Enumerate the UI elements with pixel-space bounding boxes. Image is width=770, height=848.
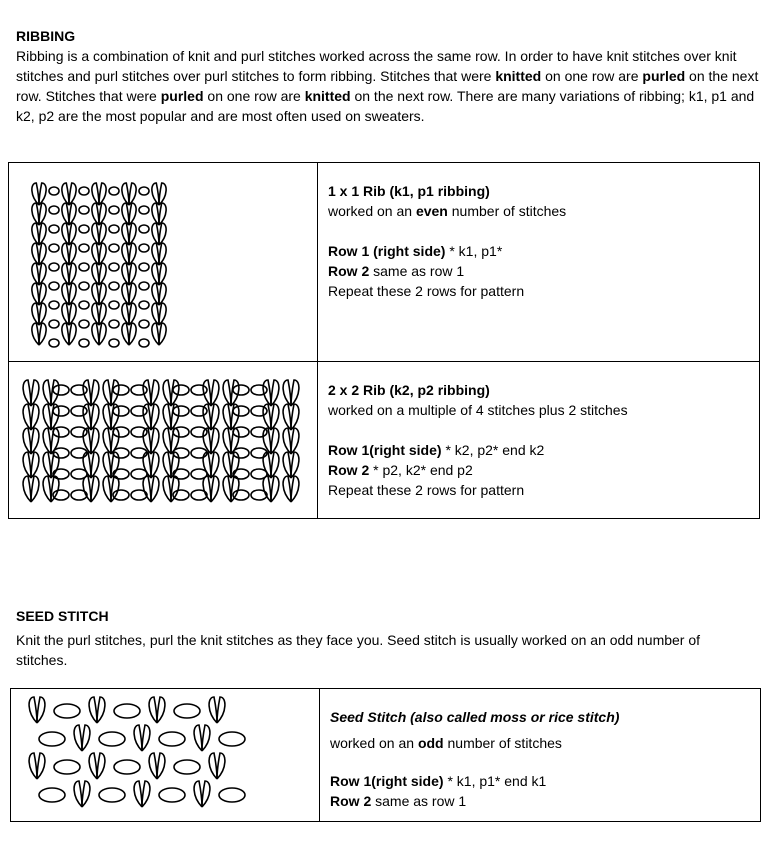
purl-stitch-shape [139, 339, 149, 347]
purl-stitch-shape [109, 339, 119, 347]
knit-stitch-shape [82, 781, 90, 807]
purl-stitch-shape [109, 244, 119, 252]
knit-stitch-shape [291, 380, 299, 406]
rib-2x2-row [9, 362, 760, 519]
rib-1x1-repeat: Repeat these 2 rows for pattern [328, 283, 525, 299]
knit-stitch-shape [62, 223, 69, 245]
knit-stitch-shape [43, 476, 51, 502]
knit-stitch-shape [129, 323, 136, 345]
purl-stitch-shape [219, 732, 245, 746]
knit-stitch-shape [74, 781, 82, 807]
knit-stitch-shape [152, 223, 159, 245]
purl-stitch-shape [251, 490, 267, 500]
knit-stitch-shape [69, 223, 76, 245]
purl-stitch-shape [71, 385, 87, 395]
knit-stitch-shape [209, 697, 217, 723]
seed-row2: Row 2 same as row 1 [330, 793, 467, 809]
knit-stitch-shape [163, 380, 171, 406]
ribbing-heading: RIBBING [16, 28, 76, 44]
knit-stitch-shape [134, 781, 142, 807]
knit-stitch-shape [122, 323, 129, 345]
knit-stitch-shape [99, 263, 106, 285]
purl-stitch-shape [233, 427, 249, 437]
knit-stitch-shape [69, 323, 76, 345]
seed-row [11, 689, 761, 822]
ribbing-intro: Ribbing is a combination of knit and purl stitches worked across the same row. In order to have knit stitches over knit stitches and purl stitches over purl stitches to form ribbing. Stitches that were knitted on one row are purled on the next row. Stitches that were purled on one row are knitted on the next row. There are many variations of ribbing; k1, p1 and k2, p2 are the most popular and are most often used on sweaters. [16, 48, 759, 124]
purl-stitch-shape [71, 490, 87, 500]
purl-stitch-shape [114, 704, 140, 718]
rib-2x2-row1: Row 1(right side) * k2, p2* end k2 [328, 442, 545, 458]
knit-stitch-shape [217, 697, 225, 723]
rib-2x2-illustration [9, 362, 317, 518]
knit-stitch-shape [99, 283, 106, 305]
knit-stitch-shape [122, 223, 129, 245]
purl-stitch-shape [79, 263, 89, 271]
knit-stitch-shape [103, 428, 111, 454]
purl-stitch-shape [191, 469, 207, 479]
knit-stitch-shape [31, 380, 39, 406]
purl-stitch-shape [173, 469, 189, 479]
purl-stitch-shape [173, 406, 189, 416]
knit-stitch-shape [129, 303, 136, 325]
knit-stitch-shape [157, 753, 165, 779]
purl-stitch-shape [39, 732, 65, 746]
purl-stitch-shape [39, 788, 65, 802]
knit-stitch-shape [39, 323, 46, 345]
knit-stitch-shape [159, 183, 166, 205]
knit-stitch-shape [32, 243, 39, 265]
purl-stitch-shape [99, 732, 125, 746]
purl-stitch-shape [79, 225, 89, 233]
purl-stitch-shape [53, 406, 69, 416]
rib-1x1-row2: Row 2 same as row 1 [328, 263, 465, 279]
seed-table [10, 688, 761, 822]
knit-stitch-shape [32, 263, 39, 285]
purl-stitch-shape [131, 385, 147, 395]
knit-stitch-shape [91, 380, 99, 406]
rib-1x1-instructions [318, 163, 760, 362]
purl-stitch-shape [53, 469, 69, 479]
knit-stitch-shape [129, 223, 136, 245]
seed-illustration-cell [11, 689, 320, 822]
knit-stitch-shape [99, 243, 106, 265]
knit-stitch-shape [291, 452, 299, 478]
purl-stitch-shape [251, 469, 267, 479]
seed-illustration [11, 689, 319, 821]
knit-stitch-shape [69, 303, 76, 325]
knit-stitch-shape [62, 243, 69, 265]
knit-stitch-shape [223, 380, 231, 406]
knit-stitch-shape [92, 203, 99, 225]
purl-stitch-shape [251, 406, 267, 416]
knit-stitch-shape [202, 725, 210, 751]
knit-stitch-shape [92, 183, 99, 205]
rib-2x2-title: 2 x 2 Rib (k2, p2 ribbing) [328, 382, 490, 398]
knit-stitch-shape [211, 380, 219, 406]
rib-2x2-instructions [318, 362, 760, 519]
knit-stitch-shape [129, 243, 136, 265]
purl-stitch-shape [131, 427, 147, 437]
rib-2x2-illustration-cell [9, 362, 318, 519]
purl-stitch-shape [113, 385, 129, 395]
knit-stitch-shape [217, 753, 225, 779]
purl-stitch-shape [53, 427, 69, 437]
purl-stitch-shape [191, 490, 207, 500]
knit-stitch-shape [69, 263, 76, 285]
knit-stitch-shape [283, 380, 291, 406]
rib-1x1-row [9, 163, 760, 362]
knit-stitch-shape [39, 243, 46, 265]
purl-stitch-shape [49, 187, 59, 195]
knit-stitch-shape [151, 476, 159, 502]
knit-stitch-shape [103, 380, 111, 406]
knit-stitch-shape [23, 380, 31, 406]
knit-stitch-shape [142, 781, 150, 807]
knit-stitch-shape [32, 203, 39, 225]
knit-stitch-shape [37, 697, 45, 723]
knit-stitch-shape [159, 263, 166, 285]
purl-stitch-shape [49, 320, 59, 328]
knit-stitch-shape [103, 404, 111, 430]
knit-stitch-shape [159, 243, 166, 265]
knit-stitch-shape [23, 404, 31, 430]
knit-stitch-shape [291, 404, 299, 430]
knit-stitch-shape [122, 303, 129, 325]
knit-stitch-shape [23, 428, 31, 454]
purl-stitch-shape [113, 469, 129, 479]
knit-stitch-shape [62, 283, 69, 305]
knit-stitch-shape [163, 428, 171, 454]
knit-stitch-shape [122, 243, 129, 265]
rib-1x1-worked: worked on an even number of stitches [328, 203, 567, 219]
purl-stitch-shape [113, 406, 129, 416]
knit-stitch-shape [92, 283, 99, 305]
purl-stitch-shape [139, 282, 149, 290]
knit-stitch-shape [149, 753, 157, 779]
knit-stitch-shape [39, 283, 46, 305]
knit-stitch-shape [43, 404, 51, 430]
rib-1x1-illustration [9, 163, 317, 361]
knit-stitch-shape [163, 476, 171, 502]
knit-stitch-shape [99, 323, 106, 345]
knit-stitch-shape [202, 781, 210, 807]
knit-stitch-shape [152, 183, 159, 205]
rib-2x2-row2: Row 2 * p2, k2* end p2 [328, 462, 473, 478]
ribbing-table [8, 162, 760, 519]
knit-stitch-shape [39, 303, 46, 325]
purl-stitch-shape [251, 385, 267, 395]
purl-stitch-shape [233, 469, 249, 479]
knit-stitch-shape [129, 283, 136, 305]
knit-stitch-shape [211, 452, 219, 478]
knit-stitch-shape [92, 323, 99, 345]
knit-stitch-shape [151, 380, 159, 406]
knit-stitch-shape [129, 203, 136, 225]
purl-stitch-shape [49, 206, 59, 214]
knit-stitch-shape [149, 697, 157, 723]
knit-stitch-shape [129, 263, 136, 285]
purl-stitch-shape [191, 427, 207, 437]
purl-stitch-shape [49, 282, 59, 290]
purl-stitch-shape [109, 301, 119, 309]
purl-stitch-shape [49, 263, 59, 271]
knit-stitch-shape [122, 183, 129, 205]
knit-stitch-shape [152, 243, 159, 265]
purl-stitch-shape [113, 427, 129, 437]
purl-stitch-shape [173, 427, 189, 437]
knit-stitch-shape [99, 223, 106, 245]
knit-stitch-shape [97, 753, 105, 779]
purl-stitch-shape [131, 469, 147, 479]
purl-stitch-shape [251, 427, 267, 437]
knit-stitch-shape [74, 725, 82, 751]
knit-stitch-shape [31, 428, 39, 454]
purl-stitch-shape [109, 187, 119, 195]
purl-stitch-shape [99, 788, 125, 802]
purl-stitch-shape [139, 320, 149, 328]
purl-stitch-shape [109, 282, 119, 290]
knit-stitch-shape [271, 476, 279, 502]
seed-intro: Knit the purl stitches, purl the knit stitches as they face you. Seed stitch is usually worked on an odd number of stitches. [16, 632, 701, 668]
purl-stitch-shape [219, 788, 245, 802]
purl-stitch-shape [79, 339, 89, 347]
knit-stitch-shape [159, 203, 166, 225]
purl-stitch-shape [131, 490, 147, 500]
knit-stitch-shape [271, 452, 279, 478]
knit-stitch-shape [82, 725, 90, 751]
purl-stitch-shape [139, 206, 149, 214]
knit-stitch-shape [157, 697, 165, 723]
knit-stitch-shape [43, 452, 51, 478]
knit-stitch-shape [91, 476, 99, 502]
knit-stitch-shape [69, 283, 76, 305]
knit-stitch-shape [122, 283, 129, 305]
knit-stitch-shape [223, 452, 231, 478]
knit-stitch-shape [211, 428, 219, 454]
knit-stitch-shape [159, 303, 166, 325]
purl-stitch-shape [49, 244, 59, 252]
knit-stitch-shape [271, 380, 279, 406]
knit-stitch-shape [39, 203, 46, 225]
purl-stitch-shape [233, 385, 249, 395]
knit-stitch-shape [103, 452, 111, 478]
purl-stitch-shape [54, 704, 80, 718]
purl-stitch-shape [79, 320, 89, 328]
knit-stitch-shape [43, 380, 51, 406]
knit-stitch-shape [92, 243, 99, 265]
knit-stitch-shape [91, 452, 99, 478]
knit-stitch-shape [37, 753, 45, 779]
knit-stitch-shape [283, 452, 291, 478]
rib-1x1-illustration-cell [9, 163, 318, 362]
knit-stitch-shape [92, 303, 99, 325]
seed-row1: Row 1(right side) * k1, p1* end k1 [330, 773, 547, 789]
purl-stitch-shape [191, 385, 207, 395]
purl-stitch-shape [79, 244, 89, 252]
knit-stitch-shape [151, 428, 159, 454]
purl-stitch-shape [139, 301, 149, 309]
knit-stitch-shape [223, 428, 231, 454]
purl-stitch-shape [53, 385, 69, 395]
knit-stitch-shape [62, 203, 69, 225]
knit-stitch-shape [69, 203, 76, 225]
knit-stitch-shape [271, 428, 279, 454]
knit-stitch-shape [39, 183, 46, 205]
knit-stitch-shape [152, 283, 159, 305]
knit-stitch-shape [23, 476, 31, 502]
knit-stitch-shape [271, 404, 279, 430]
knit-stitch-shape [62, 183, 69, 205]
knit-stitch-shape [152, 303, 159, 325]
knit-stitch-shape [32, 223, 39, 245]
knit-stitch-shape [89, 753, 97, 779]
knit-stitch-shape [69, 183, 76, 205]
knit-stitch-shape [152, 263, 159, 285]
purl-stitch-shape [173, 385, 189, 395]
knit-stitch-shape [194, 781, 202, 807]
knit-stitch-shape [91, 428, 99, 454]
knit-stitch-shape [122, 263, 129, 285]
knit-stitch-shape [31, 404, 39, 430]
knit-stitch-shape [159, 283, 166, 305]
knit-stitch-shape [62, 323, 69, 345]
purl-stitch-shape [79, 282, 89, 290]
knit-stitch-shape [152, 203, 159, 225]
knit-stitch-shape [223, 404, 231, 430]
knit-stitch-shape [32, 303, 39, 325]
knit-stitch-shape [151, 452, 159, 478]
rib-2x2-repeat: Repeat these 2 rows for pattern [328, 482, 525, 498]
knit-stitch-shape [23, 452, 31, 478]
knit-stitch-shape [209, 753, 217, 779]
knit-stitch-shape [194, 725, 202, 751]
knit-stitch-shape [211, 476, 219, 502]
knit-stitch-shape [283, 476, 291, 502]
knit-stitch-shape [43, 428, 51, 454]
knit-stitch-shape [142, 725, 150, 751]
knit-stitch-shape [91, 404, 99, 430]
purl-stitch-shape [191, 406, 207, 416]
purl-stitch-shape [54, 760, 80, 774]
seed-heading: SEED STITCH [16, 608, 109, 624]
knit-stitch-shape [163, 404, 171, 430]
knit-stitch-shape [62, 303, 69, 325]
purl-stitch-shape [174, 760, 200, 774]
seed-title: Seed Stitch (also called moss or rice stitch) [330, 709, 620, 725]
purl-stitch-shape [139, 244, 149, 252]
seed-worked: worked on an odd number of stitches [330, 735, 562, 751]
purl-stitch-shape [79, 187, 89, 195]
purl-stitch-shape [174, 704, 200, 718]
knit-stitch-shape [39, 263, 46, 285]
purl-stitch-shape [79, 206, 89, 214]
knit-stitch-shape [92, 263, 99, 285]
purl-stitch-shape [159, 788, 185, 802]
knit-stitch-shape [291, 476, 299, 502]
knit-stitch-shape [97, 697, 105, 723]
knit-stitch-shape [129, 183, 136, 205]
knit-stitch-shape [31, 452, 39, 478]
purl-stitch-shape [139, 225, 149, 233]
knit-stitch-shape [223, 476, 231, 502]
knit-stitch-shape [152, 323, 159, 345]
rib-1x1-row1: Row 1 (right side) * k1, p1* [328, 243, 503, 259]
knit-stitch-shape [134, 725, 142, 751]
knit-stitch-shape [159, 323, 166, 345]
purl-stitch-shape [109, 320, 119, 328]
purl-stitch-shape [79, 301, 89, 309]
purl-stitch-shape [109, 206, 119, 214]
knit-stitch-shape [159, 223, 166, 245]
purl-stitch-shape [49, 225, 59, 233]
knit-stitch-shape [163, 452, 171, 478]
knit-stitch-shape [29, 753, 37, 779]
rib-1x1-title: 1 x 1 Rib (k1, p1 ribbing) [328, 183, 490, 199]
purl-stitch-shape [109, 225, 119, 233]
knit-stitch-shape [99, 183, 106, 205]
knit-stitch-shape [89, 697, 97, 723]
purl-stitch-shape [139, 187, 149, 195]
knit-stitch-shape [32, 283, 39, 305]
purl-stitch-shape [71, 469, 87, 479]
knit-stitch-shape [92, 223, 99, 245]
purl-stitch-shape [159, 732, 185, 746]
knit-stitch-shape [122, 203, 129, 225]
knit-stitch-shape [31, 476, 39, 502]
knit-stitch-shape [99, 203, 106, 225]
knit-stitch-shape [69, 243, 76, 265]
purl-stitch-shape [233, 406, 249, 416]
knit-stitch-shape [211, 404, 219, 430]
purl-stitch-shape [71, 427, 87, 437]
knit-stitch-shape [62, 263, 69, 285]
purl-stitch-shape [114, 760, 140, 774]
knit-stitch-shape [29, 697, 37, 723]
purl-stitch-shape [71, 406, 87, 416]
knit-stitch-shape [283, 404, 291, 430]
seed-instructions [320, 689, 761, 822]
purl-stitch-shape [49, 339, 59, 347]
purl-stitch-shape [139, 263, 149, 271]
knit-stitch-shape [283, 428, 291, 454]
knit-stitch-shape [99, 303, 106, 325]
knit-stitch-shape [291, 428, 299, 454]
knit-stitch-shape [151, 404, 159, 430]
purl-stitch-shape [131, 406, 147, 416]
purl-stitch-shape [109, 263, 119, 271]
knit-stitch-shape [32, 323, 39, 345]
knit-stitch-shape [39, 223, 46, 245]
purl-stitch-shape [49, 301, 59, 309]
knit-stitch-shape [103, 476, 111, 502]
knit-stitch-shape [32, 183, 39, 205]
rib-2x2-worked: worked on a multiple of 4 stitches plus 2 stitches [328, 402, 628, 418]
